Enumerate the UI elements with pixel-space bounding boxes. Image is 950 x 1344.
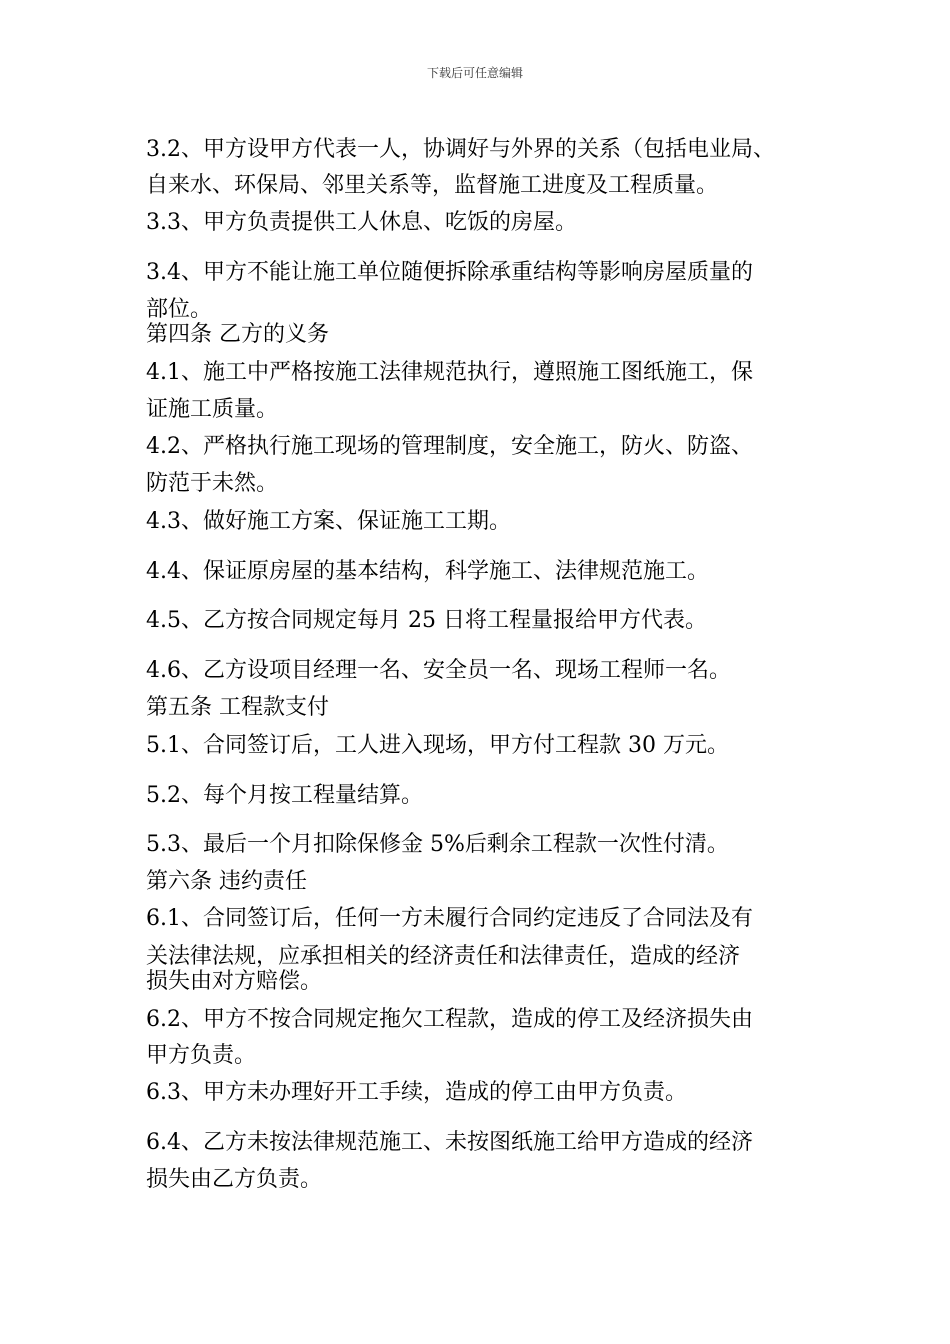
clause-4-3: 4.3、做好施工方案、保证施工工期。 bbox=[146, 509, 511, 534]
clause-3-2-line-2: 自来水、环保局、邻里关系等，监督施工进度及工程质量。 bbox=[146, 173, 719, 198]
clause-4-2-line-2: 防范于未然。 bbox=[146, 471, 279, 496]
clause-3-3: 3.3、甲方负责提供工人休息、吃饭的房屋。 bbox=[146, 210, 577, 235]
clause-4-4: 4.4、保证原房屋的基本结构，科学施工、法律规范施工。 bbox=[146, 559, 709, 584]
section-heading-4: 第四条 乙方的义务 bbox=[146, 322, 329, 347]
clause-5-3: 5.3、最后一个月扣除保修金 5%后剩余工程款一次性付清。 bbox=[146, 832, 729, 857]
clause-6-4-line-2: 损失由乙方负责。 bbox=[146, 1167, 323, 1192]
clause-4-5: 4.5、乙方按合同规定每月 25 日将工程量报给甲方代表。 bbox=[146, 608, 707, 633]
clause-3-2-line-1: 3.2、甲方设甲方代表一人，协调好与外界的关系（包括电业局、 bbox=[146, 137, 775, 162]
section-heading-6: 第六条 违约责任 bbox=[146, 869, 307, 894]
clause-6-3: 6.3、甲方未办理好开工手续，造成的停工由甲方负责。 bbox=[146, 1080, 687, 1105]
clause-4-6: 4.6、乙方设项目经理一名、安全员一名、现场工程师一名。 bbox=[146, 658, 731, 683]
clause-6-1-line-2: 关法律法规，应承担相关的经济责任和法律责任，造成的经济 bbox=[146, 944, 741, 969]
page-header: 下载后可任意编辑 bbox=[426, 66, 523, 80]
clause-4-1-line-1: 4.1、施工中严格按施工法律规范执行，遵照施工图纸施工，保 bbox=[146, 360, 753, 385]
section-heading-5: 第五条 工程款支付 bbox=[146, 695, 329, 720]
clause-5-2: 5.2、每个月按工程量结算。 bbox=[146, 783, 423, 808]
clause-4-1-line-2: 证施工质量。 bbox=[146, 397, 279, 422]
clause-5-1: 5.1、合同签订后，工人进入现场，甲方付工程款 30 万元。 bbox=[146, 733, 729, 758]
clause-6-2-line-2: 甲方负责。 bbox=[146, 1043, 257, 1068]
clause-3-4-line-2: 部位。 bbox=[146, 297, 213, 322]
clause-3-4-line-1: 3.4、甲方不能让施工单位随便拆除承重结构等影响房屋质量的 bbox=[146, 260, 753, 285]
clause-6-1-line-3: 损失由对方赔偿。 bbox=[146, 969, 323, 994]
clause-6-1-line-1: 6.1、合同签订后，任何一方未履行合同约定违反了合同法及有 bbox=[146, 906, 753, 931]
clause-6-4-line-1: 6.4、乙方未按法律规范施工、未按图纸施工给甲方造成的经济 bbox=[146, 1130, 753, 1155]
clause-6-2-line-1: 6.2、甲方不按合同规定拖欠工程款，造成的停工及经济损失由 bbox=[146, 1007, 753, 1032]
clause-4-2-line-1: 4.2、严格执行施工现场的管理制度，安全施工，防火、防盗、 bbox=[146, 434, 753, 459]
